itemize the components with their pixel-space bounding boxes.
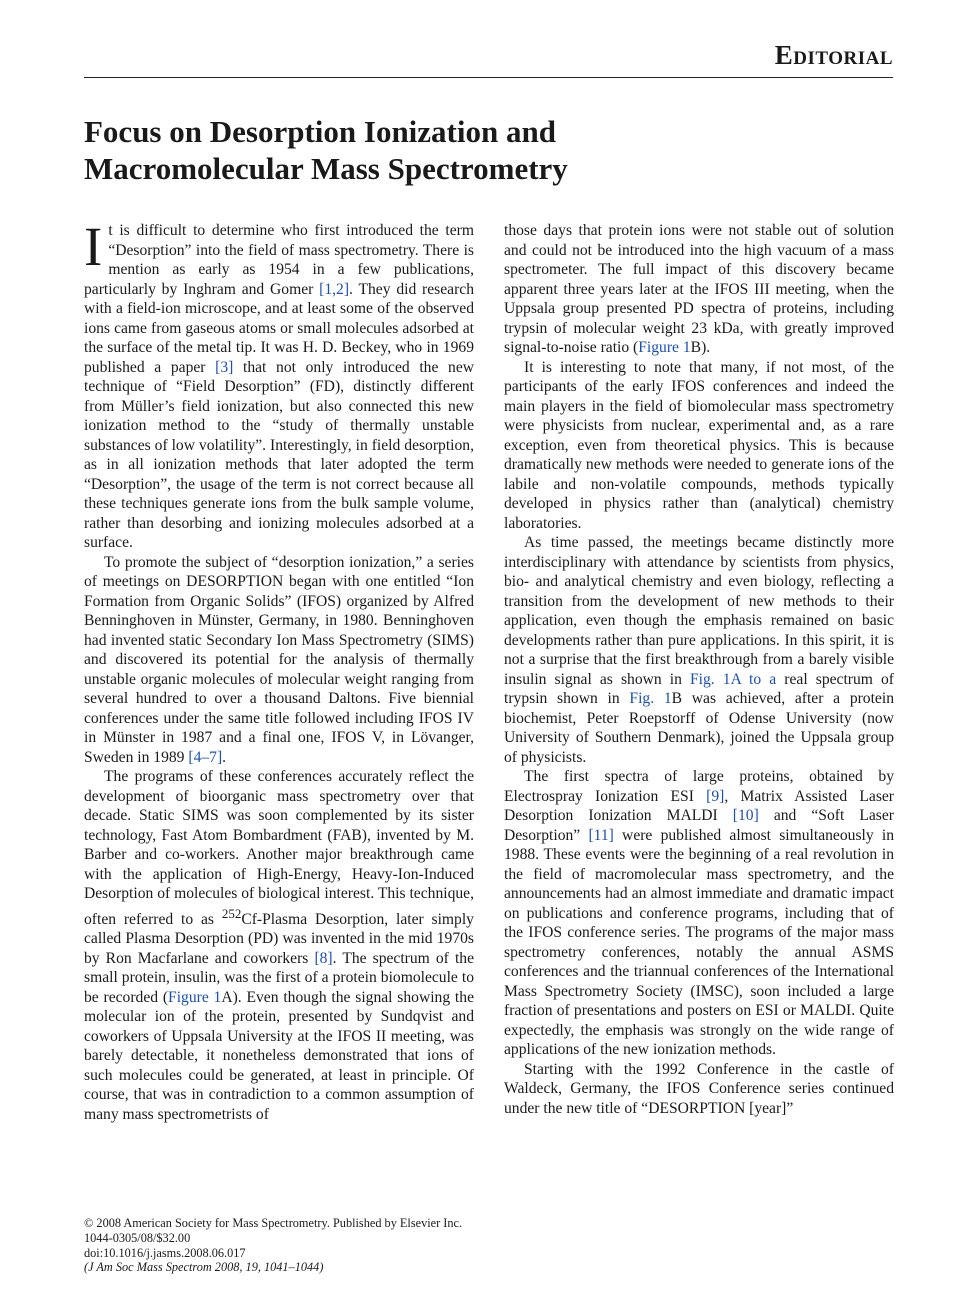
drop-cap: I (84, 216, 103, 277)
footer (84, 1216, 462, 1275)
figure-link[interactable]: Fig. 1A to a (689, 670, 777, 688)
paragraph: As time passed, the meetings became distinctly more interdisciplinary with attendance by scientists from physics, bio- and analytical chemistry and even biology, reflecting a transition from the development of new methods to their application, even though the emphasis remained on basic developments rather than pure applications. In this spirit, it is not a surprise that the first breakthrough from a barely visible insulin signal as shown in Fig. 1A to a real spectrum of trypsin shown in Fig. 1B was achieved, after a protein biochemist, Peter Roepstorff of Odense University (now University of Southern Denmark), joined the Uppsala group of physicists. (504, 534, 894, 766)
paragraph: It is difficult to determine who first introduced the term “Desorption” into the field of mass spectrometry. There is mention as early as 1954 in a few publications, particularly by Inghram and Gomer [1,2]. They did research with a field-ion microscope, and at least some of the observed ions came from gaseous atoms or small molecules adsorbed at the surface of the metal tip. It was H. D. Beckey, who in 1969 published a paper [3] that not only introduced the new technique of “Field Desorption” (FD), distinctly different from Müller’s field ionization, but also connected this new ionization method to the “study of thermally unstable substances of low volatility”. Interestingly, in field desorption, as in all ionization methods that later adopted the term “Desorption”, the usage of the term is not correct because all these techniques generate ions from the bulk sample volume, rather than desorbing and ionizing molecules adsorbed at a surface. (84, 216, 475, 551)
left-column (84, 216, 475, 1124)
paragraph: those days that protein ions were not stable out of solution and could not be introduced into the high vacuum of a mass spectrometer. The full impact of this discovery became apparent three years later at the IFOS III meeting, when the Uppsala group presented PD spectra of proteins, including trypsin of molecular weight 23 kDa, with greatly improved signal-to-noise ratio (Figure 1B). (504, 222, 894, 356)
figure-link[interactable]: Fig. 1 (629, 690, 672, 707)
doi-line: doi:10.1016/j.jasms.2008.06.017 (84, 1245, 246, 1260)
title-line-1: Focus on Desorption Ionization and (84, 114, 556, 149)
reference-link[interactable]: [3] (215, 358, 234, 376)
citation-line: (J Am Soc Mass Spectrom 2008, 19, 1041–1044) (84, 1260, 324, 1275)
section-label: Editorial (774, 40, 893, 70)
copyright-line: © 2008 American Society for Mass Spectrometry. Published by Elsevier Inc. (84, 1216, 463, 1230)
paragraph: Starting with the 1992 Conference in the castle of Waldeck, Germany, the IFOS Conference series continued under the new title of “DESORPTION [year]” (504, 1060, 894, 1117)
reference-link[interactable]: [11] (588, 826, 614, 844)
paragraph: It is interesting to note that many, if not most, of the participants of the early IFOS conferences and indeed the main players in the field of biomolecular mass spectrometry were physicists from nuclear, experimental and, as a rare exception, even from theoretical physics. This is because dramatically new methods were needed to generate ions of the labile and non-volatile compounds, methods typically developed in physics rather than (analytical) chemistry laboratories. (504, 358, 894, 532)
article-title (84, 113, 764, 187)
reference-link[interactable]: [9] (706, 787, 725, 805)
right-column (504, 221, 894, 1118)
reference-link[interactable]: [1,2] (319, 280, 350, 298)
paragraph: The first spectra of large proteins, obtained by Electrospray Ionization ESI [9], Matrix Assisted Laser Desorption Ionization MALDI [10] and “Soft Laser Desorption” [11] were published almost simultaneously in 1988. These events were the beginning of a real revolution in the field of macromolecular mass spectrometry, and the announcements had an almost immediate and dramatic impact on publications and conference programs, including that of the IFOS conference series. The programs of the major mass spectrometry conferences, notably the annual ASMS conferences and the triannual conferences of the International Mass Spectrometry Society (IMSC), soon included a large fraction of presentations and posters on ESI or MALDI. Quite expectedly, the emphasis was strongly on the wide range of applications of the new ionization methods. (504, 768, 895, 1058)
reference-link[interactable]: [10] (732, 807, 759, 824)
title-line-2: Macromolecular Mass Spectrometry (84, 151, 568, 186)
figure-link[interactable]: Figure 1 (638, 339, 691, 356)
paragraph: The programs of these conferences accurately reflect the development of bioorganic mass spectrometry over that decade. Static SIMS was soon complemented by its sister technology, Fast Atom Bombardment (FAB), invented by M. Barber and co-workers. Another major breakthrough came with the application of High-Energy, Heavy-Ion-Induced Desorption of molecules of biological interest. This technique, often referred to as $^{252}$Cf-Plasma Desorption, later simply called Plasma Desorption (PD) was invented in the mid 1970s by Ron Macfarlane and coworkers [8]. The spectrum of the small protein, insulin, was the first of a protein biomolecule to be recorded (Figure 1A). Even though the signal showing the molecular ion of the protein, presented by Sundqvist and coworkers of Uppsala University at the IFOS II meeting, was barely detectable, it nonetheless demonstrated that ions of such molecules could be generated, at least in principle. Of course, that was in contradiction to a common assumption of many mass spectrometrists of (84, 768, 475, 1123)
figure-link[interactable]: Figure 1 (168, 988, 222, 1006)
paragraph: To promote the subject of “desorption ionization,” a series of meetings on DESORPTION began with one entitled “Ion Formation from Organic Solids” (IFOS) organized by Alfred Benninghoven in Münster, Germany, in 1980. Benninghoven had invented static Secondary Ion Mass Spectrometry (SIMS) and discovered its potential for the analysis of thermally unstable organic molecules of molecular weight ranging from several hundred to over a thousand Daltons. Five biennial conferences under the same title followed including IFOS IV in Münster in 1987 and a final one, IFOS V, in Lövanger, Sweden in 1989 [4–7]. (84, 553, 474, 766)
issn-line: 1044-0305/08/$32.00 (84, 1230, 191, 1245)
reference-link[interactable]: [4–7] (188, 748, 223, 766)
superscript: 252 (221, 905, 242, 921)
header-rule (84, 77, 893, 78)
reference-link[interactable]: [8] (314, 949, 333, 967)
